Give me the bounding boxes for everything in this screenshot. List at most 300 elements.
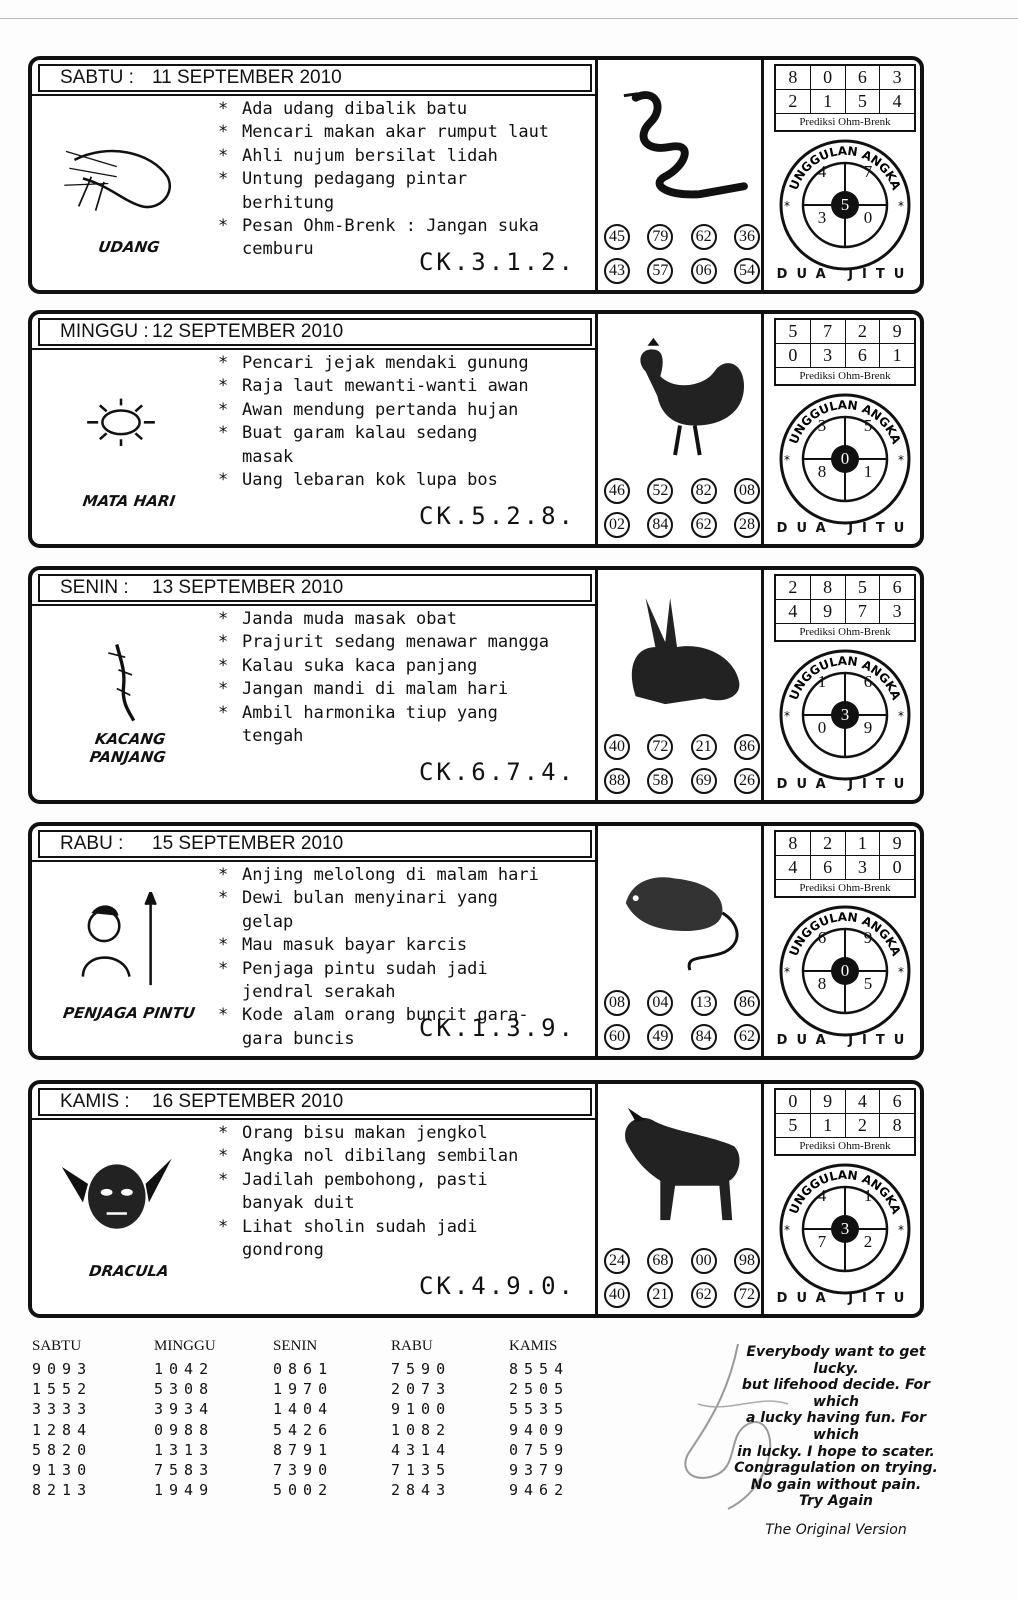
dream-line	[218, 399, 588, 422]
dream-line-text: Angka nol dibilang sembilan	[242, 1146, 519, 1167]
horse-icon	[606, 1102, 754, 1230]
date-text: 12 SEPTEMBER 2010	[152, 321, 344, 342]
dream-line-text: Jadilah pembohong, pasti	[242, 1169, 488, 1190]
bottom-col-sabtu	[32, 1338, 142, 1501]
wheel-star: *	[898, 965, 904, 979]
circled-number: 62	[691, 512, 717, 538]
wheel-digit: 6	[817, 928, 827, 947]
unggulan-wheel	[778, 648, 912, 782]
bottom-value: 8791	[273, 1440, 334, 1459]
dream-line-text: gelap	[242, 911, 294, 932]
ck-code: CK.5.2.8.	[418, 502, 576, 530]
dream-line	[218, 1122, 588, 1145]
circled-number: 40	[604, 734, 630, 760]
wheel-digit: 1	[863, 1186, 873, 1205]
card-mid-panel	[598, 570, 764, 800]
dua-jitu-label: DUA JITU	[776, 267, 914, 282]
circled-number: 49	[647, 1024, 673, 1050]
snake-illustration	[606, 78, 754, 206]
wheel-digit: 1	[863, 462, 873, 481]
rat-illustration	[606, 844, 754, 972]
divider	[32, 860, 598, 862]
wheel-digit: 2	[863, 1232, 873, 1251]
wheel-star: *	[898, 709, 904, 723]
mata-hari-icon	[46, 380, 196, 490]
dream-line-text: Orang bisu makan jengkol	[242, 1123, 488, 1143]
bottom-value: 1552	[32, 1380, 93, 1399]
grid-cell: 9	[880, 832, 914, 856]
circled-number: 98	[734, 1248, 760, 1274]
bottom-value: 9130	[32, 1460, 93, 1479]
grid-cell: 8	[811, 576, 846, 600]
card-right-panel	[764, 314, 922, 544]
dream-line-text: gara buncis	[242, 1028, 355, 1049]
card-left-panel	[32, 60, 598, 290]
grid-cell: 8	[776, 832, 811, 856]
grid-cell: 6	[811, 856, 846, 880]
udang-icon	[46, 126, 196, 236]
card-minggu	[28, 310, 924, 548]
prediction-grid	[774, 318, 916, 386]
bottom-value: 8554	[509, 1360, 570, 1378]
grid-cell: 4	[776, 856, 811, 880]
card-header	[38, 830, 592, 858]
wheel-digit: 7	[863, 162, 873, 181]
dream-line-text: masak	[242, 446, 294, 467]
bottom-value: 7135	[391, 1460, 452, 1479]
dream-line-text: Janda muda masak obat	[242, 609, 457, 629]
circled-number: 86	[734, 990, 760, 1016]
dream-line	[218, 192, 588, 215]
divider	[32, 604, 598, 606]
grid-row	[776, 66, 914, 90]
circled-number: 58	[647, 768, 673, 794]
wheel-center-digit: 0	[831, 445, 859, 473]
grid-row	[776, 344, 914, 368]
grid-cell: 4	[880, 90, 914, 114]
wheel-digit: 9	[863, 718, 873, 737]
dream-line	[218, 352, 588, 375]
note-original-version: The Original Version	[765, 1521, 907, 1538]
bottom-value: 1949	[154, 1481, 215, 1500]
grid-cell: 6	[880, 1090, 914, 1114]
circled-number: 08	[604, 990, 630, 1016]
circled-number: 68	[647, 1248, 673, 1274]
dua-jitu-label: DUA JITU	[776, 777, 914, 792]
bullet-star: *	[218, 865, 229, 885]
grid-cell: 3	[880, 600, 914, 624]
grid-cell: 9	[811, 1090, 846, 1114]
circled-number: 62	[734, 1024, 760, 1050]
day-name: SABTU :	[60, 67, 134, 88]
grid-cell: 1	[811, 1114, 846, 1138]
number-row	[604, 1024, 760, 1050]
bottom-value: 3333	[32, 1400, 93, 1419]
circled-number: 40	[604, 1282, 630, 1308]
note-line: No gain without pain.	[750, 1476, 922, 1493]
dream-icon	[46, 1150, 196, 1280]
prediction-grid	[774, 830, 916, 898]
circled-number: 60	[604, 1024, 630, 1050]
dream-line	[218, 446, 588, 469]
dream-line	[218, 215, 588, 238]
bottom-col-header: SABTU	[32, 1338, 82, 1354]
rabbit-illustration	[606, 588, 754, 716]
dream-icon	[46, 636, 196, 766]
rooster-icon	[606, 332, 754, 460]
dream-line-text: Raja laut mewanti-wanti awan	[242, 376, 529, 397]
dream-line	[218, 469, 588, 492]
wheel-center-digit: 0	[831, 957, 859, 985]
circled-number: 86	[734, 734, 760, 760]
date-text: 16 SEPTEMBER 2010	[152, 1091, 344, 1112]
bullet-star: *	[218, 1005, 229, 1026]
wheel-digit: 1	[817, 672, 827, 691]
wheel-star: *	[784, 965, 790, 979]
bullet-star: *	[218, 216, 229, 237]
prediksi-label: Prediksi Ohm-Brenk	[799, 626, 891, 638]
circled-number: 54	[734, 258, 760, 284]
dream-line-text: Untung pedagang pintar	[242, 169, 468, 190]
circled-number: 52	[647, 478, 673, 504]
number-row	[604, 1248, 760, 1274]
wheel-center-digit: 5	[831, 191, 859, 219]
prediksi-label: Prediksi Ohm-Brenk	[799, 116, 891, 128]
date-text: 11 SEPTEMBER 2010	[152, 67, 342, 88]
dream-lines	[218, 98, 588, 262]
top-rule	[0, 18, 1018, 19]
grid-cell: 9	[880, 320, 914, 344]
bottom-value: 5002	[273, 1481, 334, 1500]
grid-cell: 1	[846, 832, 881, 856]
bullet-star: *	[218, 679, 229, 700]
bullet-star: *	[218, 609, 229, 629]
date-text: 13 SEPTEMBER 2010	[152, 577, 344, 598]
grid-cell: 6	[880, 576, 914, 600]
circled-number: 02	[604, 512, 630, 538]
circled-number: 82	[691, 478, 717, 504]
bottom-value: 8213	[32, 1481, 93, 1500]
grid-cell: 5	[846, 576, 881, 600]
grid-cell: 2	[846, 320, 881, 344]
dream-line	[218, 375, 588, 398]
wheel-star: *	[784, 709, 790, 723]
wheel-star: *	[784, 453, 790, 467]
wheel-title-path: UNGGULAN ANGKA	[786, 397, 904, 446]
bottom-value: 7390	[273, 1460, 334, 1479]
dream-line-text: berhitung	[242, 192, 335, 213]
dream-line-text: Prajurit sedang menawar mangga	[242, 632, 550, 653]
bottom-value: 0988	[154, 1420, 215, 1439]
bottom-col-header: SENIN	[273, 1338, 318, 1354]
wheel-digit: 5	[863, 974, 873, 993]
dream-line-text: Kalau suka kaca panjang	[242, 655, 478, 676]
dream-line-text: Ahli nujum bersilat lidah	[242, 145, 498, 166]
dream-line-text: Awan mendung pertanda hujan	[242, 399, 519, 420]
number-row	[604, 734, 760, 760]
wheel-star: *	[898, 453, 904, 467]
dream-line-text: jendral serakah	[242, 982, 396, 1003]
dream-line	[218, 422, 588, 445]
bottom-value: 1404	[273, 1400, 334, 1419]
wheel-digit: 8	[817, 974, 827, 993]
dream-line	[218, 1169, 588, 1192]
card-sabtu	[28, 56, 924, 294]
bottom-value: 2073	[391, 1380, 452, 1399]
dua-jitu-label: DUA JITU	[776, 1033, 914, 1048]
grid-cell: 3	[811, 344, 846, 368]
bullet-star: *	[218, 399, 229, 420]
bottom-value: 4314	[391, 1440, 452, 1459]
dream-line	[218, 702, 588, 725]
dream-line-text: Buat garam kalau sedang	[242, 423, 478, 444]
bullet-star: *	[218, 632, 229, 653]
bullet-star: *	[218, 888, 229, 909]
dream-line	[218, 1216, 588, 1239]
grid-cell: 3	[880, 66, 914, 90]
dream-line-text: Dewi bulan menyinari yang	[242, 888, 498, 909]
circled-number: 21	[647, 1282, 673, 1308]
grid-cell: 8	[880, 1114, 914, 1138]
dream-line-text: Anjing melolong di malam hari	[242, 865, 539, 885]
bottom-col-kamis	[509, 1338, 619, 1501]
bullet-star: *	[218, 1169, 229, 1190]
dream-line	[218, 168, 588, 191]
divider	[32, 348, 598, 350]
dream-line-text: Lihat sholin sudah jadi	[242, 1216, 478, 1237]
bullet-star: *	[218, 935, 229, 956]
dracula-icon	[46, 1150, 196, 1260]
dream-line	[218, 725, 588, 748]
snake-icon	[606, 78, 754, 206]
dream-line	[218, 1145, 588, 1168]
grid-cell: 7	[811, 320, 846, 344]
prediction-grid	[774, 1088, 916, 1156]
circled-number: 88	[604, 768, 630, 794]
bottom-col-senin	[273, 1338, 383, 1501]
card-kamis	[28, 1080, 924, 1318]
wheel-title-path: UNGGULAN ANGKA	[786, 909, 904, 958]
unggulan-wheel	[778, 392, 912, 526]
prediksi-label: Prediksi Ohm-Brenk	[799, 1140, 891, 1152]
grid-row	[776, 832, 914, 856]
circled-number: 46	[604, 478, 630, 504]
icon-label: PENJAGA PINTU	[61, 1004, 197, 1022]
bullet-star: *	[218, 122, 229, 143]
grid-cell: 2	[846, 1114, 881, 1138]
card-mid-panel	[598, 826, 764, 1056]
day-name: MINGGU :	[60, 321, 149, 342]
bottom-value: 0861	[273, 1360, 334, 1378]
motto-note	[724, 1344, 948, 1539]
bullet-star: *	[218, 376, 229, 397]
card-right-panel	[764, 1084, 922, 1314]
wheel-star: *	[898, 199, 904, 213]
bullet-star: *	[218, 702, 229, 723]
grid-cell: 1	[811, 90, 846, 114]
card-header	[38, 1088, 592, 1116]
bottom-value: 5426	[273, 1420, 334, 1439]
ck-code: CK.3.1.2.	[418, 248, 576, 276]
dream-line	[218, 608, 588, 631]
ck-code: CK.4.9.0.	[418, 1272, 576, 1300]
note-line: but lifehood decide. For which	[741, 1377, 931, 1410]
wheel-digit: 5	[863, 416, 873, 435]
dream-icon	[46, 380, 196, 510]
dream-line-text: Uang lebaran kok lupa bos	[242, 470, 498, 491]
grid-cell: 7	[846, 600, 881, 624]
circled-number: 21	[691, 734, 717, 760]
prediksi-label: Prediksi Ohm-Brenk	[799, 882, 891, 894]
grid-cell: 2	[776, 90, 811, 114]
circled-number: 08	[734, 478, 760, 504]
number-circles	[604, 224, 760, 292]
bottom-value: 7583	[154, 1460, 215, 1479]
bottom-value: 1313	[154, 1440, 215, 1459]
circled-number: 43	[604, 258, 630, 284]
circled-number: 72	[647, 734, 673, 760]
bottom-value: 1042	[154, 1360, 215, 1378]
wheel-center-digit: 3	[831, 1215, 859, 1243]
circled-number: 62	[691, 224, 717, 250]
card-mid-panel	[598, 1084, 764, 1314]
number-row	[604, 768, 760, 794]
bottom-col-header: KAMIS	[509, 1338, 558, 1354]
dream-line	[218, 958, 588, 981]
note-line: Try Again	[799, 1493, 873, 1510]
wheel-title-path: UNGGULAN ANGKA	[786, 143, 904, 192]
bullet-star: *	[218, 1123, 229, 1143]
bottom-value: 1082	[391, 1420, 452, 1439]
bottom-value: 5820	[32, 1440, 93, 1459]
note-line: in lucky. I hope to scater.	[737, 1443, 935, 1460]
dream-line	[218, 121, 588, 144]
grid-cell: 8	[776, 66, 811, 90]
icon-label: MATA HARI	[81, 492, 177, 510]
circled-number: 84	[691, 1024, 717, 1050]
grid-cell: 2	[776, 576, 811, 600]
dream-line-text: Pesan Ohm-Brenk : Jangan suka	[242, 216, 539, 237]
circled-number: 57	[647, 258, 673, 284]
card-header	[38, 64, 592, 92]
grid-row	[776, 1114, 914, 1138]
grid-cell: 4	[776, 600, 811, 624]
bullet-star: *	[218, 1146, 229, 1167]
horse-illustration	[606, 1102, 754, 1230]
dream-line	[218, 678, 588, 701]
bottom-value: 0759	[509, 1440, 570, 1459]
bottom-value: 7590	[391, 1360, 452, 1378]
bottom-value: 5535	[509, 1400, 570, 1419]
bottom-col-rabu	[391, 1338, 501, 1501]
card-right-panel	[764, 60, 922, 290]
dream-line-text: cemburu	[242, 239, 314, 260]
dream-line-text: tengah	[242, 726, 304, 747]
card-left-panel	[32, 314, 598, 544]
number-circles	[604, 478, 760, 546]
grid-cell: 3	[846, 856, 881, 880]
card-left-panel	[32, 1084, 598, 1314]
grid-cell: 0	[776, 344, 811, 368]
grid-cell: 5	[776, 320, 811, 344]
card-mid-panel	[598, 314, 764, 544]
penjaga-pintu-icon	[46, 892, 196, 1002]
bottom-value: 5308	[154, 1380, 215, 1399]
dua-jitu-label: DUA JITU	[776, 521, 914, 536]
dream-line-text: Penjaga pintu sudah jadi	[242, 958, 488, 979]
bottom-value: 2843	[391, 1481, 452, 1500]
grid-cell: 0	[811, 66, 846, 90]
wheel-digit: 3	[817, 416, 827, 435]
bullet-star: *	[218, 169, 229, 190]
wheel-star: *	[784, 199, 790, 213]
bottom-value: 9100	[391, 1400, 452, 1419]
grid-cell: 5	[846, 90, 881, 114]
number-circles	[604, 734, 760, 802]
dream-line	[218, 911, 588, 934]
grid-cell: 5	[776, 1114, 811, 1138]
grid-row	[776, 856, 914, 880]
dream-line-text: Mau masuk bayar karcis	[242, 935, 468, 956]
dream-line	[218, 981, 588, 1004]
card-left-panel	[32, 826, 598, 1056]
bullet-star: *	[218, 470, 229, 491]
circled-number: 79	[647, 224, 673, 250]
grid-row	[776, 320, 914, 344]
circled-number: 04	[647, 990, 673, 1016]
bottom-value: 3934	[154, 1400, 215, 1419]
dream-line	[218, 934, 588, 957]
circled-number: 62	[691, 1282, 717, 1308]
bottom-value: 9409	[509, 1420, 570, 1439]
number-circles	[604, 990, 760, 1058]
day-name: SENIN :	[60, 577, 129, 598]
bottom-value: 1284	[32, 1420, 93, 1439]
bullet-star: *	[218, 1216, 229, 1237]
dream-line	[218, 1192, 588, 1215]
circled-number: 28	[734, 512, 760, 538]
date-text: 15 SEPTEMBER 2010	[152, 833, 344, 854]
wheel-digit: 6	[863, 672, 873, 691]
icon-label: UDANG	[97, 238, 161, 256]
unggulan-wheel	[778, 904, 912, 1038]
number-row	[604, 512, 760, 538]
circled-number: 72	[734, 1282, 760, 1308]
number-row	[604, 1282, 760, 1308]
bottom-col-header: RABU	[391, 1338, 433, 1354]
circled-number: 00	[691, 1248, 717, 1274]
card-header	[38, 574, 592, 602]
rat-icon	[606, 844, 754, 972]
grid-cell: 0	[776, 1090, 811, 1114]
circled-number: 24	[604, 1248, 630, 1274]
day-name: RABU :	[60, 833, 124, 854]
grid-cell: 1	[880, 344, 914, 368]
dream-lines	[218, 608, 588, 748]
day-name: KAMIS :	[60, 1091, 130, 1112]
card-mid-panel	[598, 60, 764, 290]
dream-line-text: Ada udang dibalik batu	[242, 99, 468, 119]
bullet-star: *	[218, 145, 229, 166]
wheel-digit: 9	[863, 928, 873, 947]
grid-cell: 6	[846, 344, 881, 368]
grid-row	[776, 576, 914, 600]
ck-code: CK.6.7.4.	[418, 758, 576, 786]
bottom-value: 9379	[509, 1460, 570, 1479]
dream-line	[218, 655, 588, 678]
dream-line	[218, 1239, 588, 1262]
circled-number: 06	[691, 258, 717, 284]
